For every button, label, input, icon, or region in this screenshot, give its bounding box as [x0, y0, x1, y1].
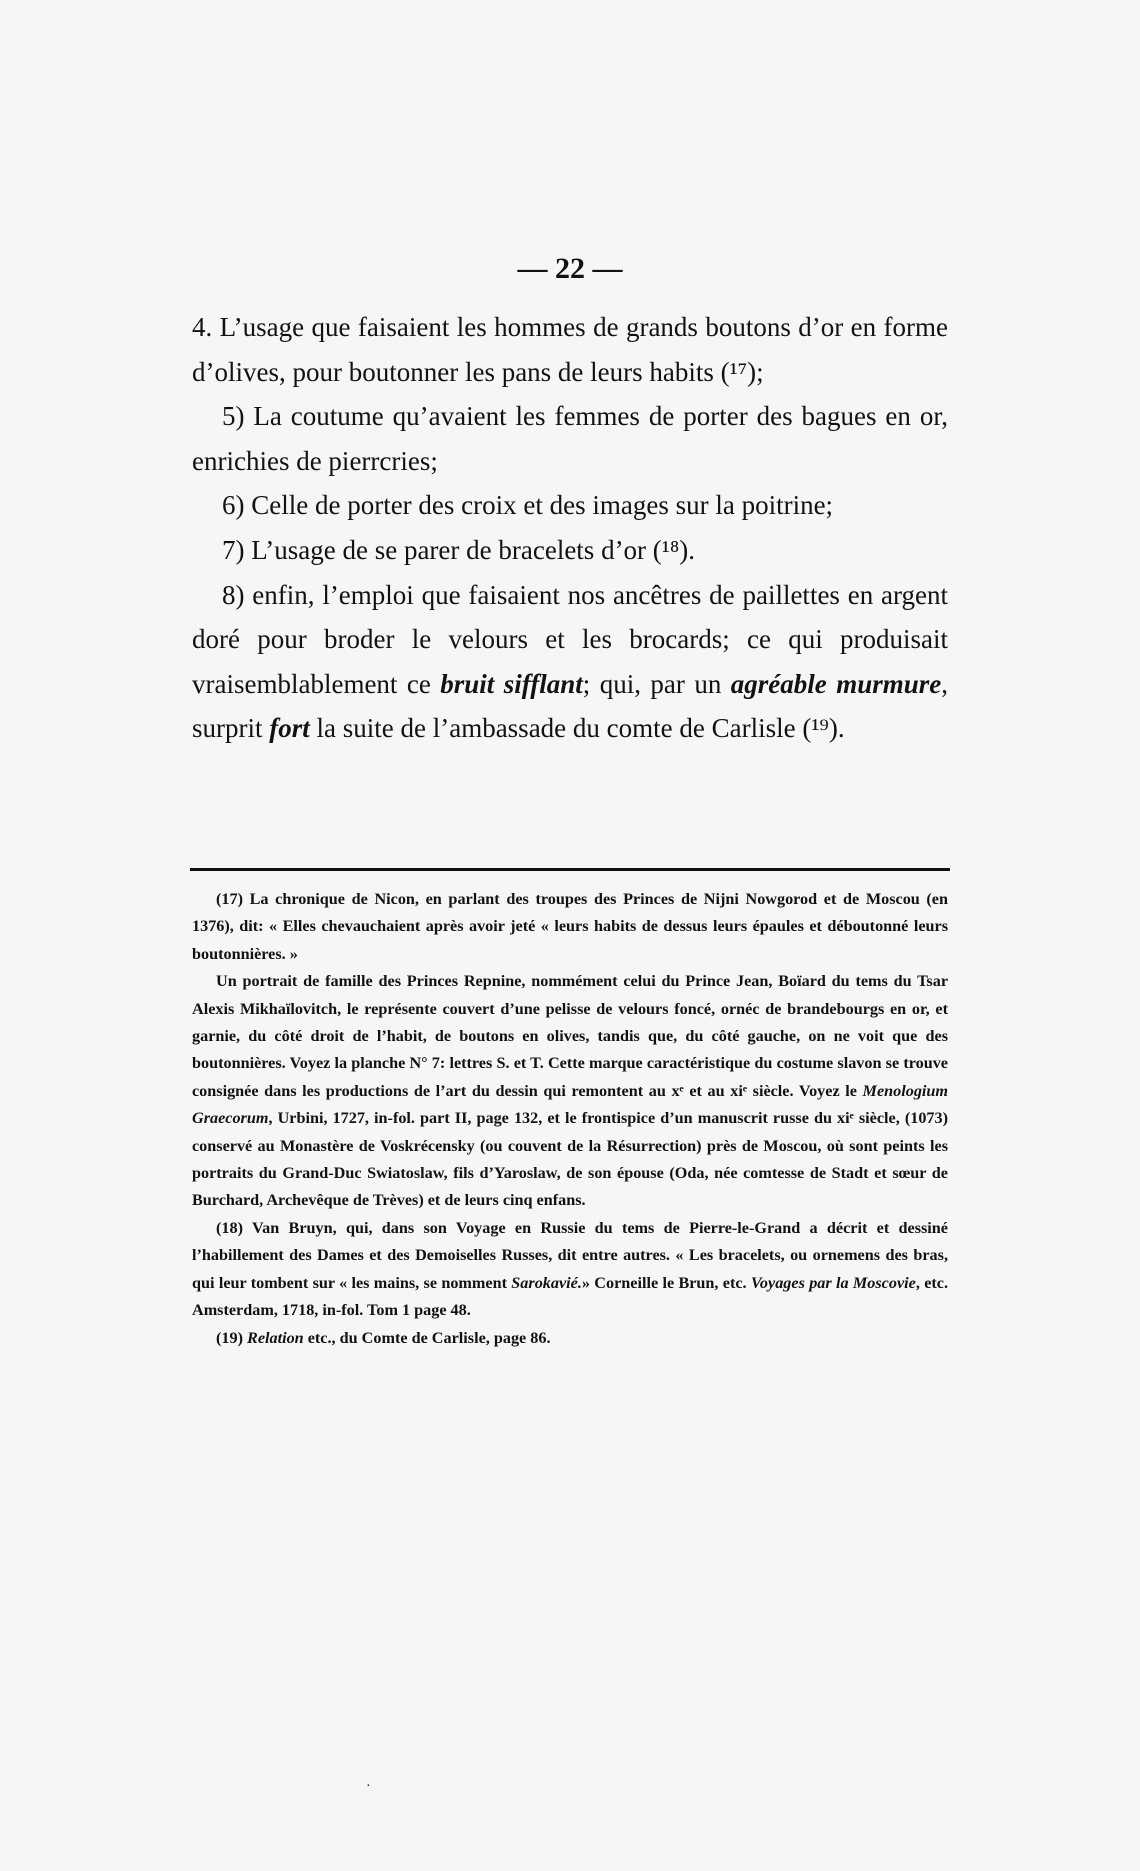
italic-title-relation: Relation	[247, 1328, 304, 1347]
text-run: (19)	[216, 1328, 248, 1347]
italic-phrase-agreable-murmure: agréable murmure	[730, 668, 942, 699]
italic-phrase-bruit-sifflant: bruit sifflant	[440, 668, 583, 699]
footnote-18	[192, 1215, 948, 1325]
footnote-17-continued	[192, 968, 948, 1215]
stray-mark: ·	[366, 1779, 371, 1794]
italic-title-menologium: Menologium Graecorum	[192, 1081, 948, 1128]
paragraph-item-6: 6) Celle de porter des croix et des images sur la poitrine;	[222, 490, 834, 521]
text-run: Un portrait de famille des Princes Repnine, nommément celui du Prince Jean, Boïard du tems du Tsar Alexis Mikhaïlovitch, le représente couvert d’une pelisse de velours foncé, ornéc de brandebourgs en or, et garnie, du côté droit de l’habit, de boutons en olives, tandis que, du côté gauche, on ne voit que des boutonnières. Voyez la planche N° 7: lettres S. et T. Cette marque caractéristique du costume slavon se trouve consignée dans les productions de l’art du dessin qui remontent au xᵉ et au xiᵉ siècle. Voyez le	[192, 972, 948, 1100]
footnote-19	[192, 1325, 948, 1352]
paragraph-item-7: 7) L’usage de se parer de bracelets d’or (¹⁸).	[222, 534, 696, 565]
page-number: — 22 —	[517, 252, 623, 285]
text-run: , surprit	[192, 668, 948, 744]
footnote-divider	[190, 868, 950, 871]
paragraph-item-4: 4. L’usage que faisaient les hommes de grands boutons d’or en forme d’olives, pour boutonner les pans de leurs habits (¹⁷);	[192, 312, 948, 387]
text-run: » Corneille le Brun, etc.	[581, 1273, 751, 1292]
text-run: , Urbini, 1727, in-fol. part II, page 132, et le frontispice d’un manuscrit russe du xiᵉ siècle, (1073) conservé au Monastère de Voskrécensky (ou couvent de la Résurrection) près de Moscou, où sont peints les portraits du Grand-Duc Swiatoslaw, fils d’Yaroslaw, de son épouse (Oda, née comtesse de Stadt et sœur de Burchard, Archevêque de Trèves) et de leurs cinq enfans.	[192, 1109, 948, 1210]
text-run: ; qui, par un	[582, 668, 731, 699]
paragraph-item-5: 5) La coutume qu’avaient les femmes de porter des bagues en or, enrichies de pierrcries;	[192, 401, 948, 476]
text-run: la suite de l’ambassade du comte de Carlisle (¹⁹).	[309, 713, 845, 744]
italic-title-voyages: Voyages par la Moscovie	[750, 1273, 916, 1292]
text-run: 8) enfin, l’emploi que faisaient nos ancêtres de paillettes en argent doré pour broder le velours et les brocards; ce qui produisait vraisemblablement ce	[192, 579, 948, 699]
italic-word-fort: fort	[269, 713, 310, 744]
footnotes	[192, 886, 948, 1352]
text-run: , etc. Amsterdam, 1718, in-fol. Tom 1 page 48.	[192, 1273, 949, 1320]
italic-word-sarokavie: Sarokavié.	[511, 1273, 582, 1292]
footnote-17: (17) La chronique de Nicon, en parlant des troupes des Princes de Nijni Nowgorod et de Moscou (en 1376), dit: « Elles chevauchaient après avoir jeté « leurs habits de dessus leurs épaules et déboutonné leurs boutonnières. »	[192, 890, 948, 963]
text-run: (18) Van Bruyn, qui, dans son Voyage en Russie du tems de Pierre-le-Grand a décrit et dessiné l’habillement des Dames et des Demoiselles Russes, dit entre autres. « Les bracelets, ou ornemens des bras, qui leur tombent sur « les mains, se nomment	[192, 1218, 948, 1292]
main-text	[192, 305, 948, 751]
paragraph-item-8	[192, 573, 948, 751]
text-run: etc., du Comte de Carlisle, page 86.	[303, 1328, 551, 1347]
